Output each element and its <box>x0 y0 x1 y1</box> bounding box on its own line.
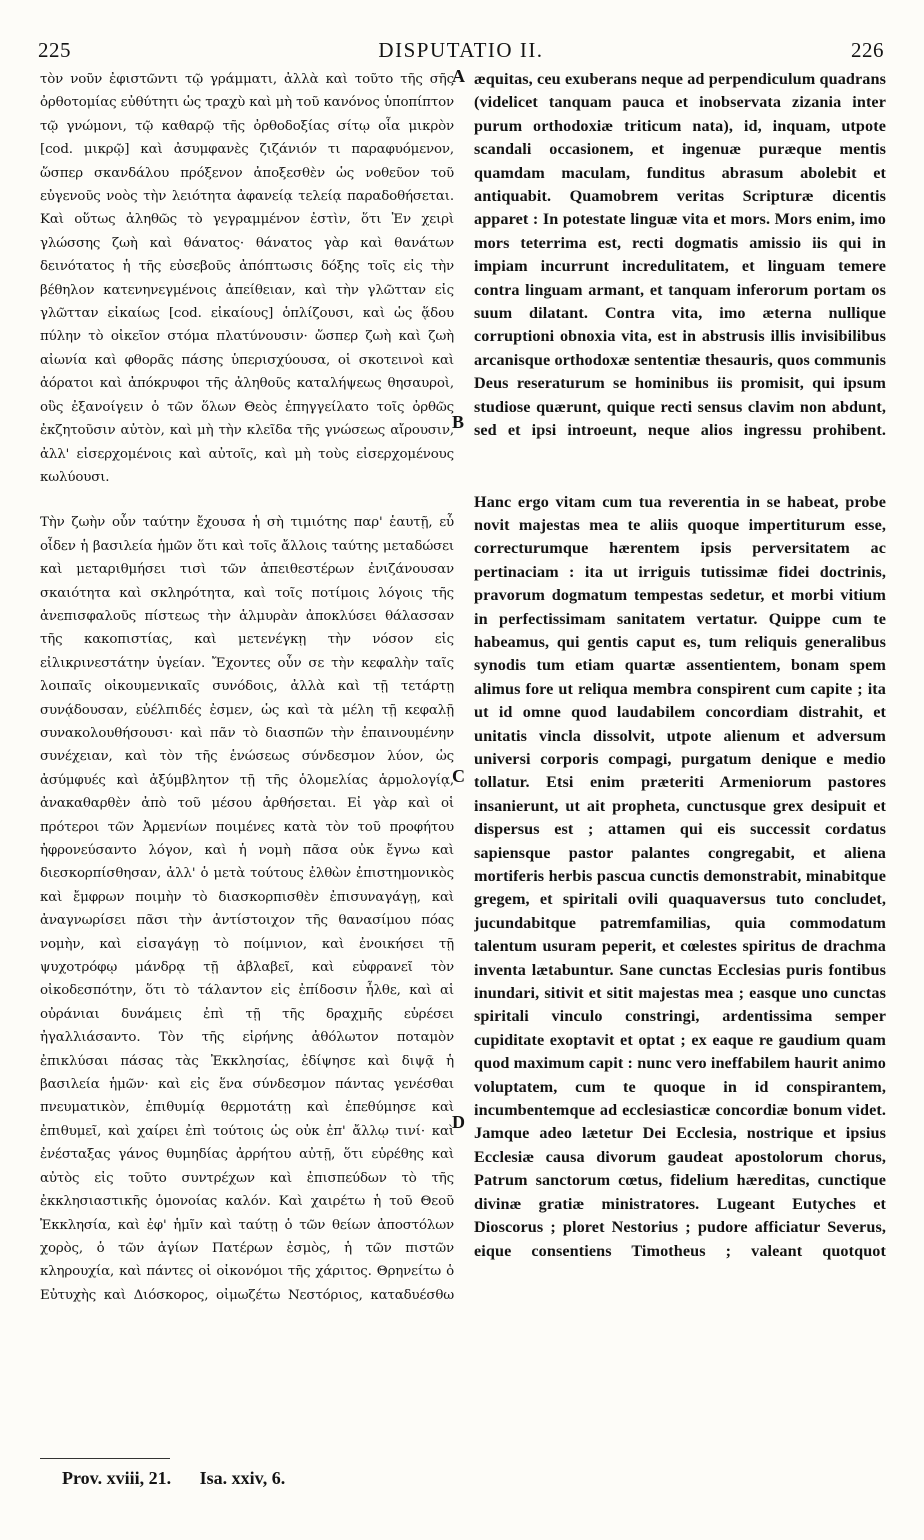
margin-marker-a: A <box>452 66 465 86</box>
latin-paragraph-1: æquitas, ceu exuberans neque ad perpendiculum quadrans (videlicet tanquam pauca et inobservata zizania inter purum orthodoxiæ triticum nata), id, inquam, utpote scandali occasionem, et ingenuæ puræque mentis quamdam maculam, funditus abrasum abolebit et antiquabit. Quamobrem veritas Scripturæ dicentis apparet : In potestate linguæ vita et mors. Mors enim, imo mors teterrima est, recti dogmatis amissio iis qui in impiam incurrunt incredulitatem, et linguam temere contra linguam armant, et tanquam inferorum portam os suum dilatant. Contra vita, imo æterna nullique corruptioni obnoxia vita, est in abstrusis illis invisibilibus arcanisque orthodoxæ sententiæ thesauris, quos communis Deus reseraturum se hominibus iis promisit, qui ipsum studiose quærunt, quique recti sensus clavim non abdunt, sed et ipsi introeunt, neque alios ingressu prohibent. <box>474 70 886 440</box>
footnotes <box>62 1468 285 1489</box>
margin-marker-c: C <box>452 766 465 786</box>
footnote-2: Isa. xxiv, 6. <box>199 1468 286 1488</box>
greek-paragraph-1: τὸν νοῦν ἐφιστῶντι τῷ γράμματι, ἀλλὰ καὶ τοῦτο τῆς σῆς ὀρθοτομίας εὐθύτητι ὡς τραχὺ καὶ μὴ τοῦ κανόνος ὑποπίπτον τῷ γνώμονι, τῷ καθαρῷ τῆς ὀρθοδοξίας σίτῳ οἷα μικρὸν [cod. μικρῷ] καὶ ἀσυμφανὲς ζιζάνιόν τι παραφυόμενον, ὥσπερ σκανδάλου πρόξενον ἀποξεσθὲν ὡς νοθεῦον τοῦ εὐγενοῦς νοὸς τὴν λειότητα ἀφανείᾳ τελείᾳ παραδοθήσεται. Καὶ οὕτως ἀληθῶς τὸ γεγραμμένον ἐστὶν, ὅτι Ἐν χειρὶ γλώσσης ζωὴ καὶ θάνατος· θάνατος γὰρ καὶ θανάτων δεινότατος ἡ τῆς εὐσεβοῦς ἀπόπτωσις δόξης τοῖς εἰς τὴν βέθηλον κατενηνεγμένοις ἀπείθειαν, καὶ τὴν γλῶτταν εἰς γλῶτταν εἰκαίως [cod. εἰκαίους] ὁπλίζουσι, καὶ ὡς ᾅδου πύλην τὸ οἰκεῖον στόμα πλατύνουσιν· ὥσπερ ζωὴ καὶ ζωὴ αἰωνία καὶ φθορᾶς πάσης ὑπερισχύουσα, οἱ σκοτεινοὶ καὶ ἀόρατοι καὶ ἀπόκρυφοι τῆς ἀληθοῦς καταλήψεως θησαυροὶ, οὓς ἐξανοίγειν ὁ τῶν ὅλων Θεὸς ἐπηγγείλατο τοῖς ὀρθῶς ἐκζητοῦσιν αὐτὸν, καὶ μὴ τὴν κλεῖδα τῆς γνώσεως αἴρουσιν, ἀλλ' εἰσερχομένοις καὶ αὐτοῖς, καὶ μὴ τοὺς εἰσερχομένους κωλύουσι. <box>40 72 454 485</box>
page-header <box>38 38 884 62</box>
greek-column <box>40 68 454 1456</box>
greek-paragraph-2: Τὴν ζωὴν οὖν ταύτην ἔχουσα ἡ σὴ τιμιότης παρ' ἑαυτῇ, εὖ οἶδεν ἡ βασιλεία ἡμῶν ὅτι καὶ τοῖς ἄλλοις ταύτης μεταδώσει καὶ μεταριθμήσει τισὶ τῶν ἀπειθεστέρων ἐνιζάνουσαν σκαιότητα καὶ σκληρότητα, καὶ τοῖς ποτίμοις λόγοις τῆς ἀνεπισφαλοῦς πίστεως τὴν ἁλμυρὰν ἀποκλύσει θάλασσαν τῆς κακοπιστίας, καὶ μετενέγκῃ τὴν νόσον εἰς εἰλικρινεστάτην ὑγείαν. Ἔχοντες οὖν σε τὴν κεφαλὴν ταῖς λοιπαῖς οἰκουμενικαῖς συνόδοις, ἀλλὰ καὶ τῇ τετάρτῃ συνᾴδουσαν, εὐέλπιδές ἐσμεν, ὡς καὶ τὰ μέλη τῇ κεφαλῇ συνακολουθήσουσι· καὶ πᾶν τὸ διασπῶν τὴν ἐπαινουμένην συνέχειαν, καὶ τὸν τῆς ἑνώσεως σύνδεσμον λύον, ὡς ἀσύμφυές καὶ ἀξύμβλητον τῇ τῆς ὁλομελίας ἁρμολογίᾳ, ἀνακαθαρθὲν ἀπὸ τοῦ μέσου ἀρθήσεται. Εἰ γὰρ καὶ οἱ πρότεροι τῶν Ἀρμενίων ποιμένες κατὰ τὸν τοῦ προφήτου ἠφρονεύσαντο λόγον, καὶ ἡ νομὴ πᾶσα οὐκ ἔγνω καὶ διεσκορπίσθησαν, ἀλλ' ὁ μετὰ τούτους ἐλθὼν ἐπιστημονικὸς καὶ ἔμφρων ποιμὴν τὸ διασκορπισθὲν ἐπισυναγάγῃ, καὶ ἀναγνωρίσει πᾶσι τὴν ἀντίστοιχον τῆς θανασίμου πόας νομὴν, καὶ εἰσαγάγῃ τὸ ποίμνιον, καὶ ἐνοικήσει τῇ ψυχοτρόφῳ μάνδρᾳ τῇ ἀβλαβεῖ, καὶ εὐφρανεῖ τὸν οἰκοδεσπότην, ὅτι τὸ τάλαντον εἰς ἐπίδοσιν ἦλθε, καὶ αἱ οὐράνιαι δυνάμεις ἐπὶ τῇ τῆς δραχμῆς εὑρέσει ἠγαλλιάσαντο. Τὸν τῆς εἰρήνης ἀθόλωτον ποταμὸν ἐπικλύσαι πάσας τὰς Ἐκκλησίας, ἐδίψησε καὶ διψᾷ ἡ βασιλεία ἡμῶν· καὶ εἰς ἕνα σύνδεσμον πάντας γενέσθαι πνευματικὸν, ἐπιθυμίᾳ θερμοτάτῃ καὶ ἐπεθύμησε καὶ ἐπιθυμεῖ, καὶ χαίρει ἐπὶ τούτοις ὡς οὐκ ἐπ' ἄλλῳ τινί· καὶ ἐνέσταξας γάνος θυμηδίας ἀρρήτου αὐτῇ, ὅτι εὑρέθης καὶ αὐτὸς εἰς τοῦτο συντρέχων καὶ ἐπισπεύδων τὸ τῆς ἐκκλησιαστικῆς ὁμονοίας καλόν. Καὶ χαιρέτω ἡ τοῦ Θεοῦ Ἐκκλησία, καὶ ἐφ' ἡμῖν καὶ ταύτῃ ὁ τῶν θείων ἀποστόλων χορὸς, ὁ τῶν ἁγίων Πατέρων ἐσμὸς, ἡ τῶν πιστῶν κληρουχία, καὶ πάντες οἱ οἰκονόμοι τῆς χάριτος. Θρηνείτω ὁ Εὐτυχὴς καὶ Διόσκορος, οἰμωζέτω Νεστόριος, καταδυέσθω <box>40 515 454 1303</box>
margin-marker-d: D <box>452 1112 465 1132</box>
page-number-left: 225 <box>38 38 71 62</box>
footnote-1: Prov. xviii, 21. <box>62 1468 172 1488</box>
latin-paragraph-2: Hanc ergo vitam cum tua reverentia in se habeat, probe novit majestas mea te aliis quoque impertiturum esse, correcturumque hærentem ipsis perversitatem ac pertinaciam : ita ut irriguis tutissimæ fidei doctrinis, pravorum dogmatum tempestas sedetur, et morbi vitium in perfectissimam sanitatem vertatur. Quippe cum te habeamus, qui gentis caput es, tum reliquis generalibus synodis tum etiam quartæ assentientem, bonam spem alimus fore ut reliqua membra conspirent cum capite ; ita ut id omne quod laudabilem concordiam distrahit, et unitatis vincla dissolvit, utpote alienum et adversum universi corporis compagi, purgatum denique e medio tollatur. Etsi enim præteriti Armeniorum pastores insanierunt, ut ait propheta, cunctusque grex desipuit et dispersus est ; attamen qui eis successit cordatus sapiensque pastor palantes congregabit, et aliena mortiferis herbis pascua cunctis demonstrabit, minabitque gregem, et spiritali ovili quaquaversus tuto concludet, jucundabitque patremfamilias, quia commodatum talentum usuram peperit, et cœlestes spiritus de drachma inventa lætabuntur. Sane cunctas Ecclesias puris fontibus inundari, sitivit et sitit majestas mea ; easque uno cunctas spiritali vinculo constringi, ardentissima semper cupiditate exoptavit et optat ; ex eaque re gaudium quam quod maximum capit : nunc vero ineffabilem haurit animo voluptatem, cum te quoque in id conspirantem, incumbentemque ad ecclesiasticæ concordiæ bonum videt. Jamque adeo lætetur Dei Ecclesia, nostrique et ipsius Ecclesiæ causa divorum gaudeat apostolorum chorus, Patrum sanctorum cœtus, fidelium hæreditas, cunctique divinæ gratiæ ministratores. Lugeant Eutyches et Dioscorus ; ploret Nestorius ; pudore afficiatur Severus, eique consentiens Timotheus ; valeant quotquot <box>474 492 886 1260</box>
latin-column <box>474 68 886 1456</box>
footnote-rule <box>40 1458 170 1459</box>
running-title: DISPUTATIO II. <box>378 38 544 62</box>
page-number-right: 226 <box>851 38 884 62</box>
margin-marker-b: B <box>452 412 465 432</box>
